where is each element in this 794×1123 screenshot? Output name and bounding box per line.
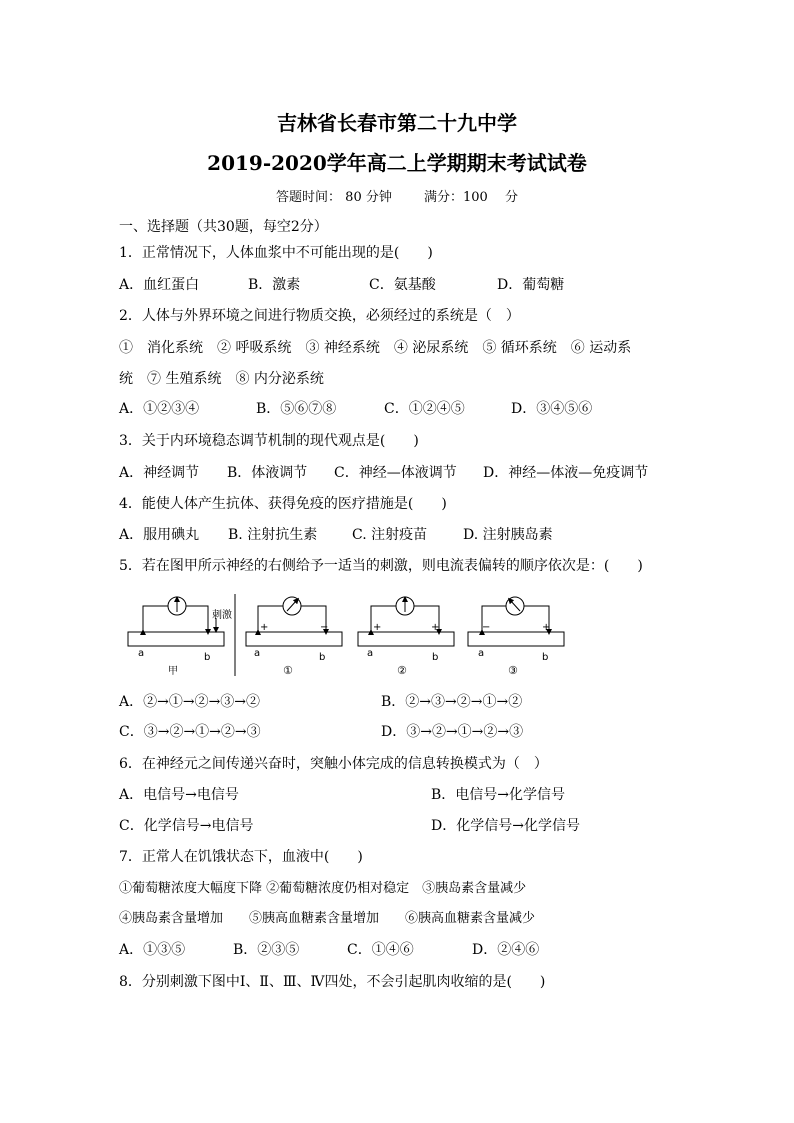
q1-option-b: B．激素 (248, 277, 301, 293)
svg-text:+: + (431, 622, 440, 633)
q7-option-d: D．②④⑥ (472, 942, 540, 958)
q7-option-a: A．①③⑤ (119, 942, 186, 958)
q7-option-c: C．①④⑥ (347, 942, 414, 958)
q4-option-b: B. 注射抗生素 (228, 527, 318, 543)
q4-option-a: A．服用碘丸 (119, 527, 200, 543)
panel-jia (128, 597, 232, 677)
q2-option-c: C．①②④⑤ (384, 401, 465, 417)
label-jia: 甲 (168, 666, 178, 677)
panel-1 (246, 597, 342, 677)
q1-option-c: C．氨基酸 (369, 277, 436, 293)
panel-2 (358, 597, 454, 677)
q6-option-c: C．化学信号→电信号 (119, 818, 254, 834)
q7-list-line-2: ④胰岛素含量增加 ⑤胰高血糖素含量增加 ⑥胰高血糖素含量减少 (119, 911, 536, 926)
label-2: ② (397, 664, 407, 677)
label-3: ③ (508, 664, 518, 677)
time-label: 答题时间： 80 分钟 (276, 190, 392, 205)
svg-text:+: + (260, 622, 269, 633)
q3-option-b: B．体液调节 (227, 465, 308, 481)
question-4-stem: 4．能使人体产生抗体、获得免疫的医疗措施是( ) (119, 496, 447, 512)
q3-option-a: A．神经调节 (119, 465, 200, 481)
q4-option-c: C. 注射疫苗 (352, 527, 428, 543)
q4-option-d: D. 注射胰岛素 (463, 527, 553, 543)
q5-option-a: A．②→①→②→③→② (119, 694, 261, 710)
q5-option-d: D．③→②→①→②→③ (381, 724, 524, 740)
question-5-stem: 5．若在图甲所示神经的右侧给予一适当的刺激，则电流表偏转的顺序依次是：( ) (119, 558, 643, 574)
svg-text:−: − (320, 622, 329, 633)
svg-text:−: − (482, 622, 491, 633)
question-1-stem: 1．正常情况下，人体血浆中不可能出现的是( ) (119, 245, 433, 261)
exam-title: 2019-2020学年高二上学期期末考试试卷 (207, 151, 587, 175)
q6-option-b: B．电信号→化学信号 (431, 787, 566, 803)
svg-text:+: + (542, 622, 551, 633)
stimulus-label: 刺激 (212, 610, 232, 621)
question-6-stem: 6．在神经元之间传递兴奋时，突触小体完成的信息转换模式为（ ） (119, 756, 548, 772)
q3-option-d: D．神经—体液—免疫调节 (483, 465, 649, 481)
exam-meta (0, 186, 794, 205)
question-7-stem: 7．正常人在饥饿状态下，血液中( ) (119, 849, 363, 865)
svg-text:a: a (254, 648, 261, 659)
q6-option-d: D．化学信号→化学信号 (431, 818, 580, 834)
svg-text:b: b (432, 652, 439, 663)
point-a: a (138, 648, 145, 659)
svg-text:a: a (367, 648, 374, 659)
q5-option-b: B．②→③→②→①→② (381, 694, 523, 710)
question-2-stem: 2．人体与外界环境之间进行物质交换，必须经过的系统是（ ） (119, 308, 520, 324)
panel-3 (468, 597, 564, 677)
score-label: 满分：100 分 (424, 190, 518, 205)
q2-list-line-2: 统 ⑦ 生殖系统 ⑧ 内分泌系统 (119, 371, 324, 387)
q1-option-d: D．葡萄糖 (497, 277, 565, 293)
q3-option-c: C．神经—体液调节 (334, 465, 457, 481)
nerve-galvanometer-figure (118, 588, 568, 680)
q2-option-a: A．①②③④ (119, 401, 200, 417)
nerve-fiber (128, 632, 224, 646)
q2-list-line-1: ① 消化系统 ② 呼吸系统 ③ 神经系统 ④ 泌尿系统 ⑤ 循环系统 ⑥ 运动系 (119, 340, 632, 356)
svg-text:b: b (319, 652, 326, 663)
q6-option-a: A．电信号→电信号 (119, 787, 239, 803)
svg-text:+: + (373, 622, 382, 633)
section-heading: 一、选择题（共30题，每空2分） (119, 219, 328, 235)
q5-option-c: C．③→②→①→②→③ (119, 724, 261, 740)
q7-option-b: B．②③⑤ (233, 942, 300, 958)
q2-option-d: D．③④⑤⑥ (511, 401, 593, 417)
q1-option-a: A．血红蛋白 (119, 277, 200, 293)
svg-text:a: a (478, 648, 485, 659)
q7-list-line-1: ①葡萄糖浓度大幅度下降 ②葡萄糖浓度仍相对稳定 ③胰岛素含量减少 (119, 881, 527, 896)
label-1: ① (283, 664, 293, 677)
svg-text:b: b (542, 652, 549, 663)
point-b: b (204, 652, 211, 663)
question-3-stem: 3．关于内环境稳态调节机制的现代观点是( ) (119, 433, 419, 449)
q2-option-b: B．⑤⑥⑦⑧ (256, 401, 337, 417)
question-8-stem: 8．分别刺激下图中Ⅰ、Ⅱ、Ⅲ、Ⅳ四处，不会引起肌肉收缩的是( ) (119, 974, 546, 990)
school-title: 吉林省长春市第二十九中学 (277, 111, 517, 135)
